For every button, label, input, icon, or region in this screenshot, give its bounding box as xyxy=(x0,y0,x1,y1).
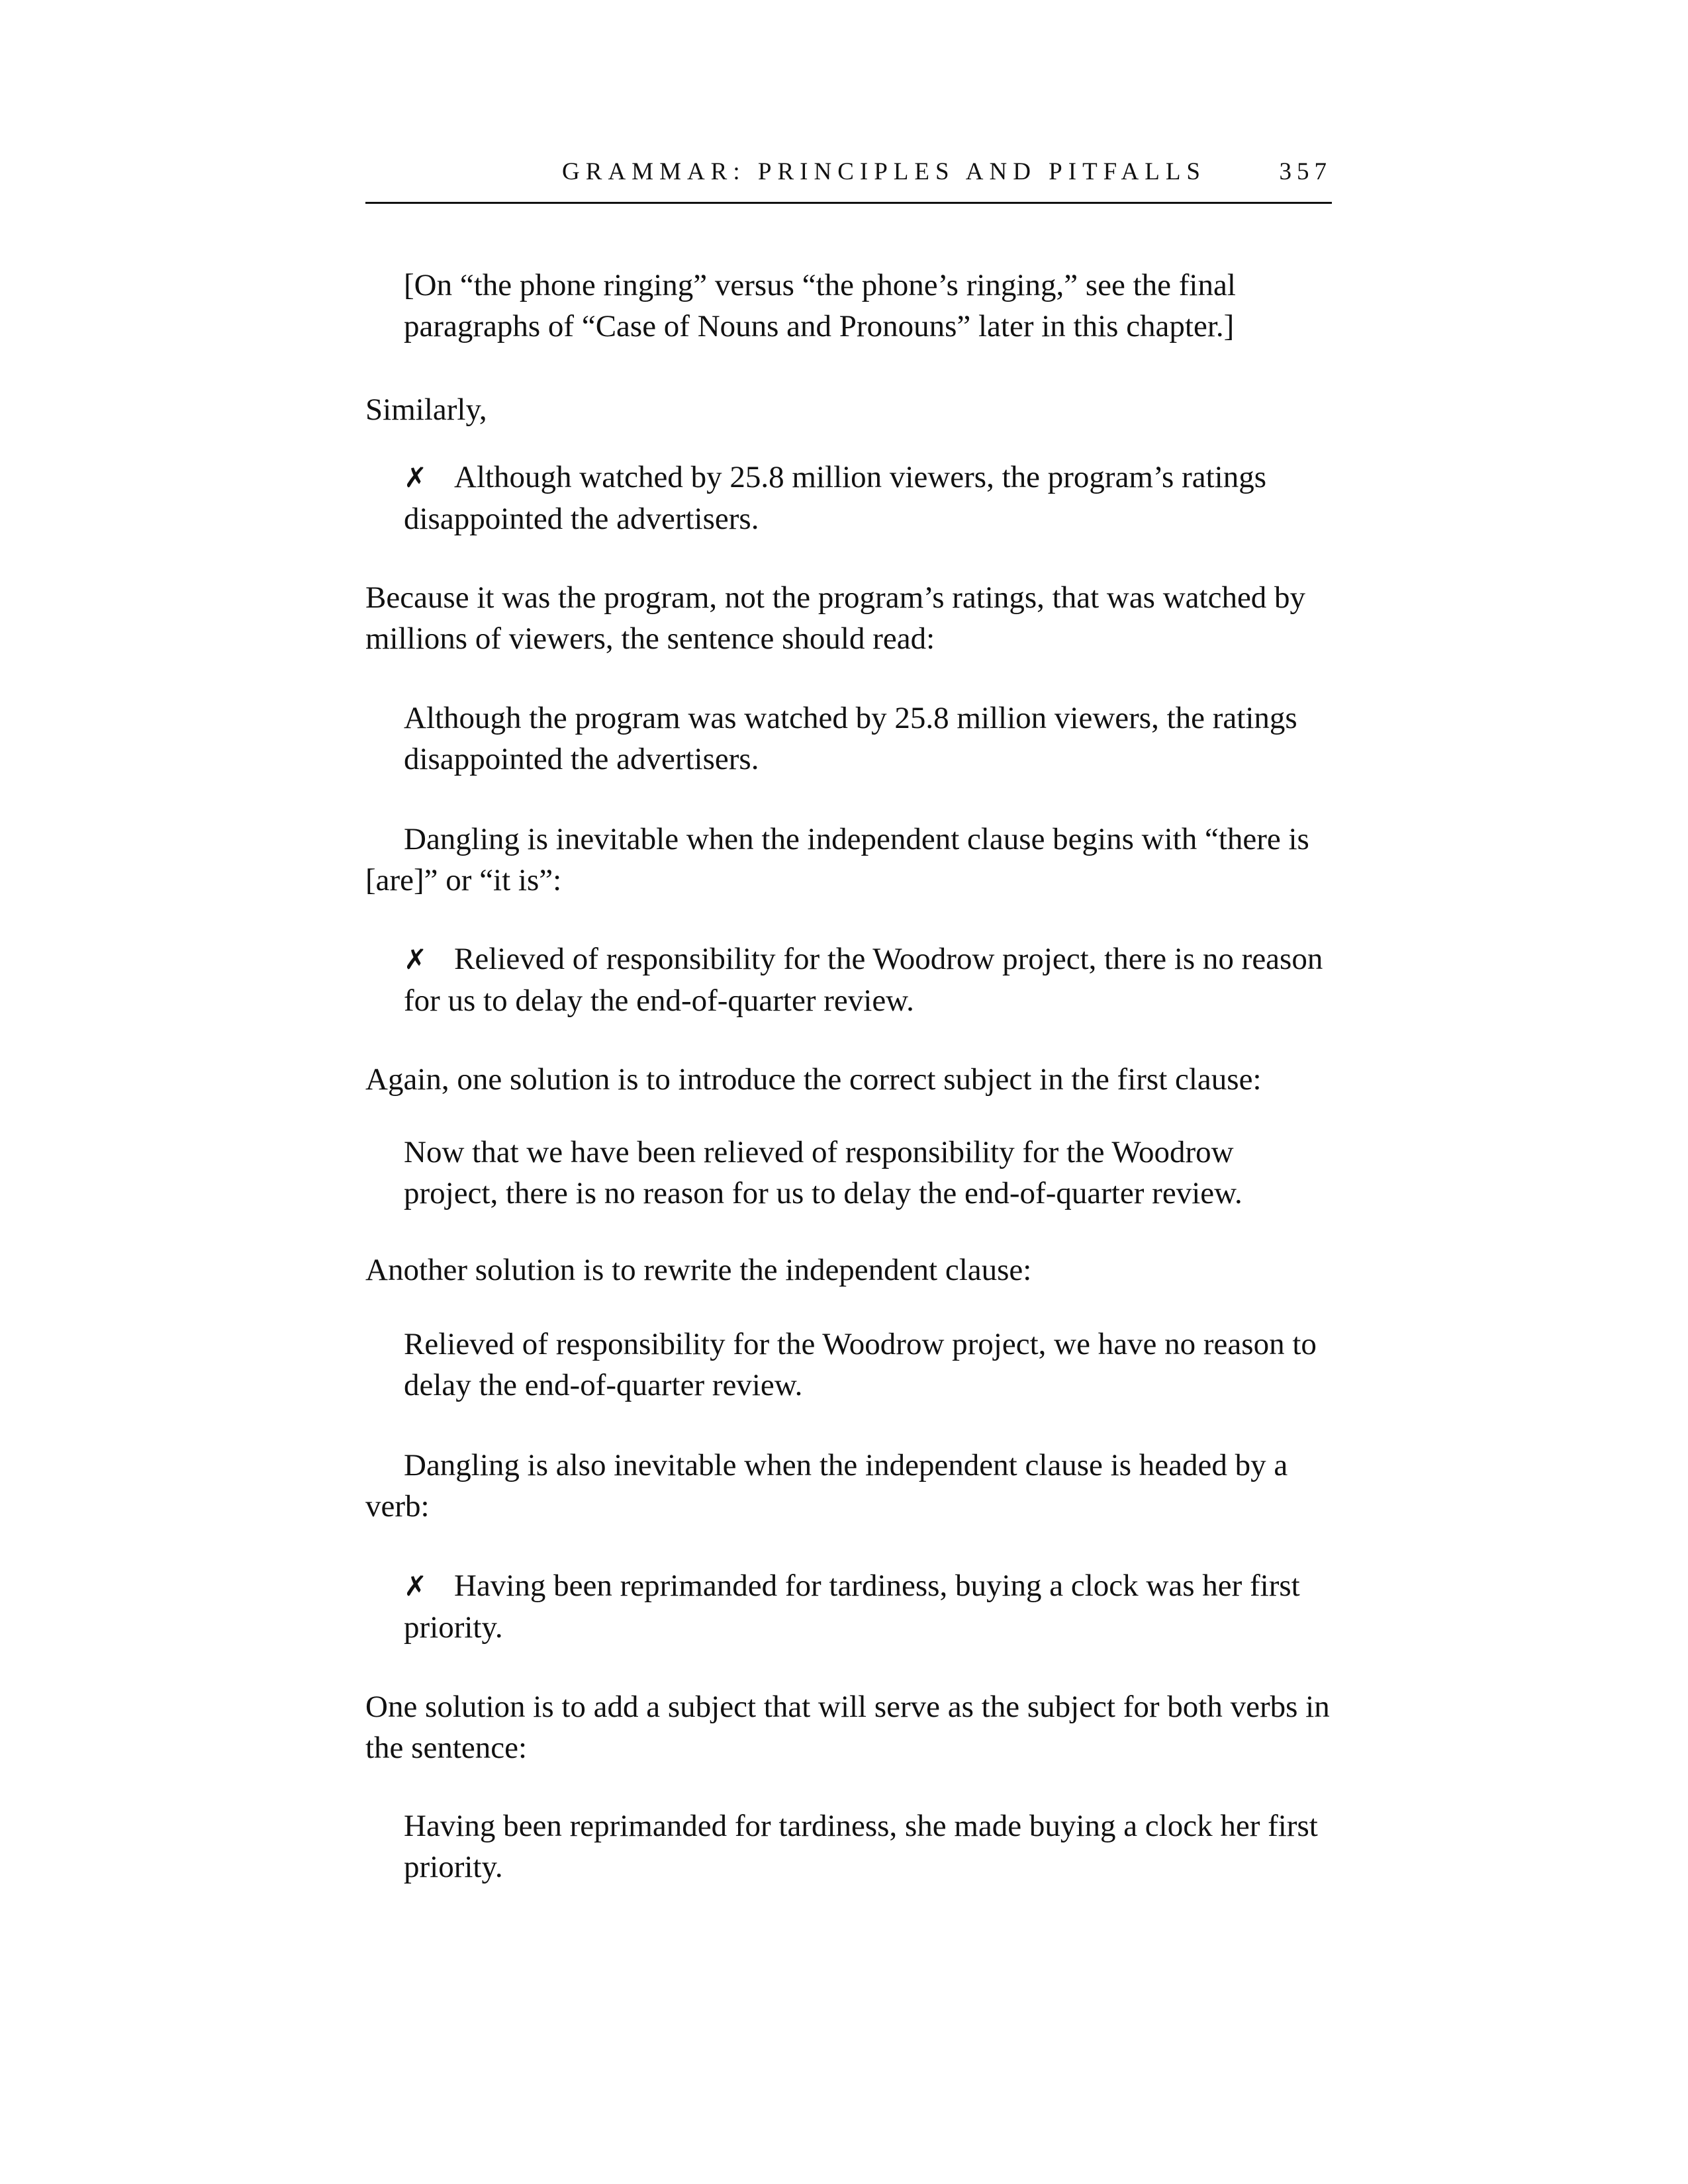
incorrect-example xyxy=(404,457,1331,539)
running-title: GRAMMAR: PRINCIPLES AND PITFALLS xyxy=(562,158,1206,185)
body-paragraph: Dangling is inevitable when the independent clause begins with “there is [are]” or “it is”: xyxy=(365,822,1309,897)
running-head xyxy=(365,158,1332,197)
incorrect-example xyxy=(404,938,1331,1021)
example-text: Having been reprimanded for tardiness, buying a clock was her first priority. xyxy=(404,1569,1300,1645)
example-paragraph: [On “the phone ringing” versus “the phone’s ringing,” see the final paragraphs of “Case of Nouns and Pronouns” later in this chapter.] xyxy=(404,268,1236,343)
example-text: Although watched by 25.8 million viewers, the program’s ratings disappointed the advertisers. xyxy=(404,460,1267,536)
incorrect-example xyxy=(404,1565,1331,1648)
example-paragraph: Now that we have been relieved of responsibility for the Woodrow project, there is no reason for us to delay the end-of-quarter review. xyxy=(404,1135,1243,1210)
header-rule xyxy=(365,202,1332,204)
body-paragraph: Because it was the program, not the program’s ratings, that was watched by millions of viewers, the sentence should read: xyxy=(365,580,1306,656)
page-number: 357 xyxy=(1279,158,1332,185)
body-paragraph: Similarly, xyxy=(365,392,487,427)
example-paragraph: Having been reprimanded for tardiness, she made buying a clock her first priority. xyxy=(404,1809,1318,1884)
example-paragraph: Relieved of responsibility for the Woodrow project, we have no reason to delay the end-of-quarter review. xyxy=(404,1327,1317,1402)
x-mark-icon: ✗ xyxy=(404,1570,428,1602)
x-mark-icon: ✗ xyxy=(404,461,428,494)
example-paragraph: Although the program was watched by 25.8 million viewers, the ratings disappointed the advertisers. xyxy=(404,701,1297,776)
body-paragraph: Again, one solution is to introduce the correct subject in the first clause: xyxy=(365,1062,1262,1097)
body-paragraph: One solution is to add a subject that will serve as the subject for both verbs in the sentence: xyxy=(365,1690,1330,1765)
example-text: Relieved of responsibility for the Woodrow project, there is no reason for us to delay the end-of-quarter review. xyxy=(404,942,1323,1018)
x-mark-icon: ✗ xyxy=(404,943,428,976)
body-paragraph: Dangling is also inevitable when the independent clause is headed by a verb: xyxy=(365,1448,1288,1524)
body-paragraph: Another solution is to rewrite the independent clause: xyxy=(365,1253,1032,1287)
